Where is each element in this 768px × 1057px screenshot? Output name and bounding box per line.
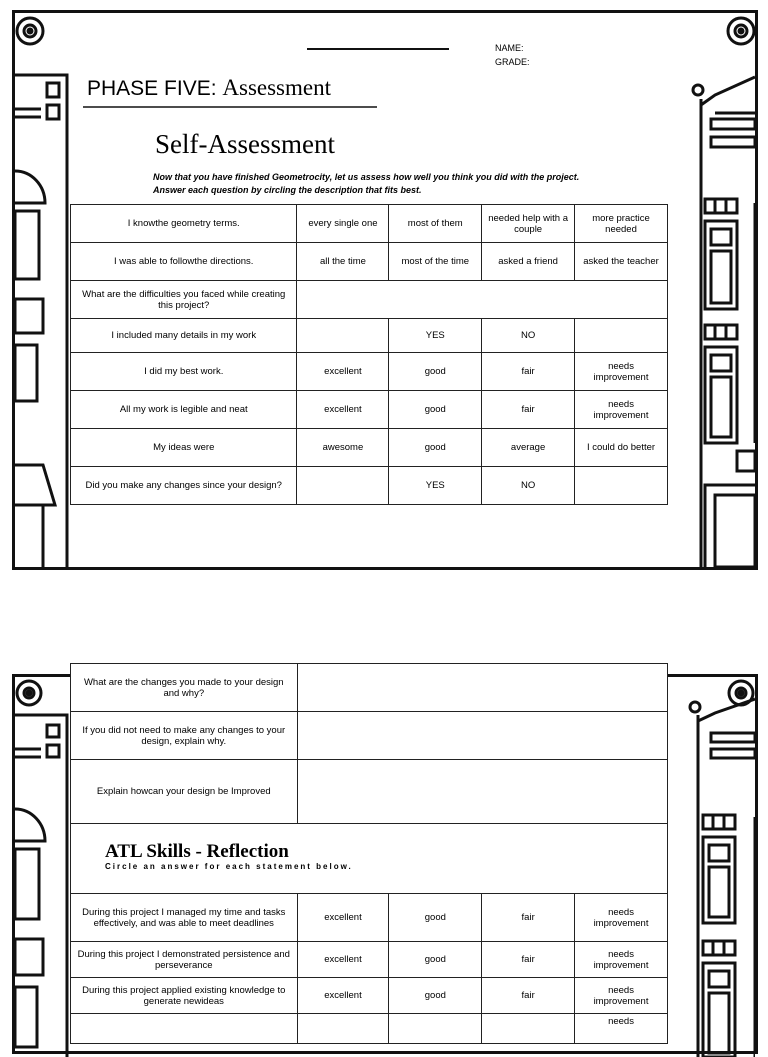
answer-option[interactable]: good [389, 978, 482, 1014]
self-assessment-title: Self-Assessment [155, 129, 335, 159]
table-row [71, 467, 668, 505]
question-cell [71, 1014, 298, 1044]
atl-title: ATL Skills - Reflection [105, 840, 289, 862]
answer-option[interactable] [297, 467, 389, 505]
answer-option[interactable] [482, 1014, 575, 1044]
answer-option[interactable]: average [482, 429, 575, 467]
self-assessment-table [70, 204, 668, 505]
answer-option[interactable]: needs improvement [575, 894, 668, 942]
table-row [71, 1014, 668, 1044]
name-label: NAME: [495, 43, 524, 53]
answer-option[interactable]: needs improvement [575, 978, 668, 1014]
table-row [71, 319, 668, 353]
question-cell: Explain howcan your design be Improved [71, 760, 298, 824]
answer-option[interactable]: YES [389, 319, 482, 353]
question-cell: I did my best work. [71, 353, 297, 391]
table-row [71, 243, 668, 281]
table-row [71, 353, 668, 391]
answer-option[interactable]: YES [389, 467, 482, 505]
left-building-icon [15, 75, 67, 567]
answer-option[interactable]: good [389, 391, 482, 429]
corner-swirl-right-icon [728, 18, 754, 44]
answer-space[interactable] [297, 712, 667, 760]
answer-option[interactable] [575, 319, 668, 353]
table-row [71, 205, 668, 243]
answer-option[interactable]: needs improvement [575, 391, 668, 429]
answer-option[interactable] [297, 1014, 389, 1044]
table-row [71, 894, 668, 942]
table-row [71, 712, 668, 760]
answer-option[interactable]: fair [482, 353, 575, 391]
answer-option[interactable]: asked the teacher [575, 243, 668, 281]
answer-option[interactable]: fair [482, 391, 575, 429]
question-cell: What are the changes you made to your design and why? [71, 664, 298, 712]
answer-space[interactable] [297, 760, 667, 824]
answer-space[interactable] [297, 664, 667, 712]
answer-option[interactable]: fair [482, 978, 575, 1014]
answer-option[interactable] [389, 1014, 482, 1044]
atl-subtitle: Circle an answer for each statement below. [105, 861, 353, 871]
atl-header-row [71, 824, 668, 894]
answer-option[interactable]: needs improvement [575, 353, 668, 391]
answer-option[interactable]: excellent [297, 894, 389, 942]
question-cell: During this project applied existing knowledge to generate newideas [71, 978, 298, 1014]
answer-option[interactable]: most of the time [389, 243, 482, 281]
answer-option[interactable]: fair [482, 942, 575, 978]
phase-title: Assessment [222, 75, 332, 100]
self-assessment-intro: Now that you have finished Geometrocity, let us assess how well you think you did with the project. Answer each question by circling the description that fits best. [153, 172, 580, 195]
answer-option[interactable]: all the time [297, 243, 389, 281]
phase-label: PHASE FIVE: [87, 77, 217, 100]
reflection-table [70, 663, 668, 1044]
answer-option[interactable]: needs [575, 1014, 668, 1044]
answer-option[interactable]: most of them [389, 205, 482, 243]
answer-option[interactable]: excellent [297, 391, 389, 429]
question-cell: If you did not need to make any changes to your design, explain why. [71, 712, 298, 760]
worksheet-page-1 [12, 10, 758, 570]
question-cell: I included many details in my work [71, 319, 297, 353]
answer-option[interactable]: more practice needed [575, 205, 668, 243]
answer-option[interactable]: I could do better [575, 429, 668, 467]
question-cell: My ideas were [71, 429, 297, 467]
table-row [71, 391, 668, 429]
answer-option[interactable]: excellent [297, 942, 389, 978]
answer-option[interactable]: awesome [297, 429, 389, 467]
answer-option[interactable]: excellent [297, 353, 389, 391]
answer-option[interactable]: good [389, 894, 482, 942]
table-row [71, 281, 668, 319]
answer-option[interactable]: asked a friend [482, 243, 575, 281]
answer-space[interactable] [297, 281, 668, 319]
answer-option[interactable]: NO [482, 319, 575, 353]
question-cell: During this project I demonstrated persistence and perseverance [71, 942, 298, 978]
table-row [71, 978, 668, 1014]
answer-option[interactable]: excellent [297, 978, 389, 1014]
right-building-icon [693, 77, 755, 567]
question-cell: What are the difficulties you faced while creating this project? [71, 281, 297, 319]
left-building-icon [15, 715, 67, 1057]
answer-option[interactable]: needs improvement [575, 942, 668, 978]
answer-option[interactable]: needed help with a couple [482, 205, 575, 243]
table-row [71, 664, 668, 712]
page-title [87, 75, 331, 101]
right-building-icon [690, 699, 755, 1057]
answer-option[interactable]: good [389, 942, 482, 978]
grade-label: GRADE: [495, 57, 530, 67]
answer-option[interactable] [575, 467, 668, 505]
question-cell: Did you make any changes since your design? [71, 467, 297, 505]
answer-option[interactable]: every single one [297, 205, 389, 243]
question-cell: During this project I managed my time and tasks effectively, and was able to meet deadlines [71, 894, 298, 942]
corner-swirl-left-icon [17, 681, 41, 705]
answer-option[interactable]: NO [482, 467, 575, 505]
table-row [71, 942, 668, 978]
question-cell: I knowthe geometry terms. [71, 205, 297, 243]
table-row [71, 429, 668, 467]
answer-option[interactable]: good [389, 429, 482, 467]
question-cell: All my work is legible and neat [71, 391, 297, 429]
corner-swirl-left-icon [17, 18, 43, 44]
answer-option[interactable] [297, 319, 389, 353]
table-row [71, 760, 668, 824]
question-cell: I was able to followthe directions. [71, 243, 297, 281]
answer-option[interactable]: fair [482, 894, 575, 942]
answer-option[interactable]: good [389, 353, 482, 391]
